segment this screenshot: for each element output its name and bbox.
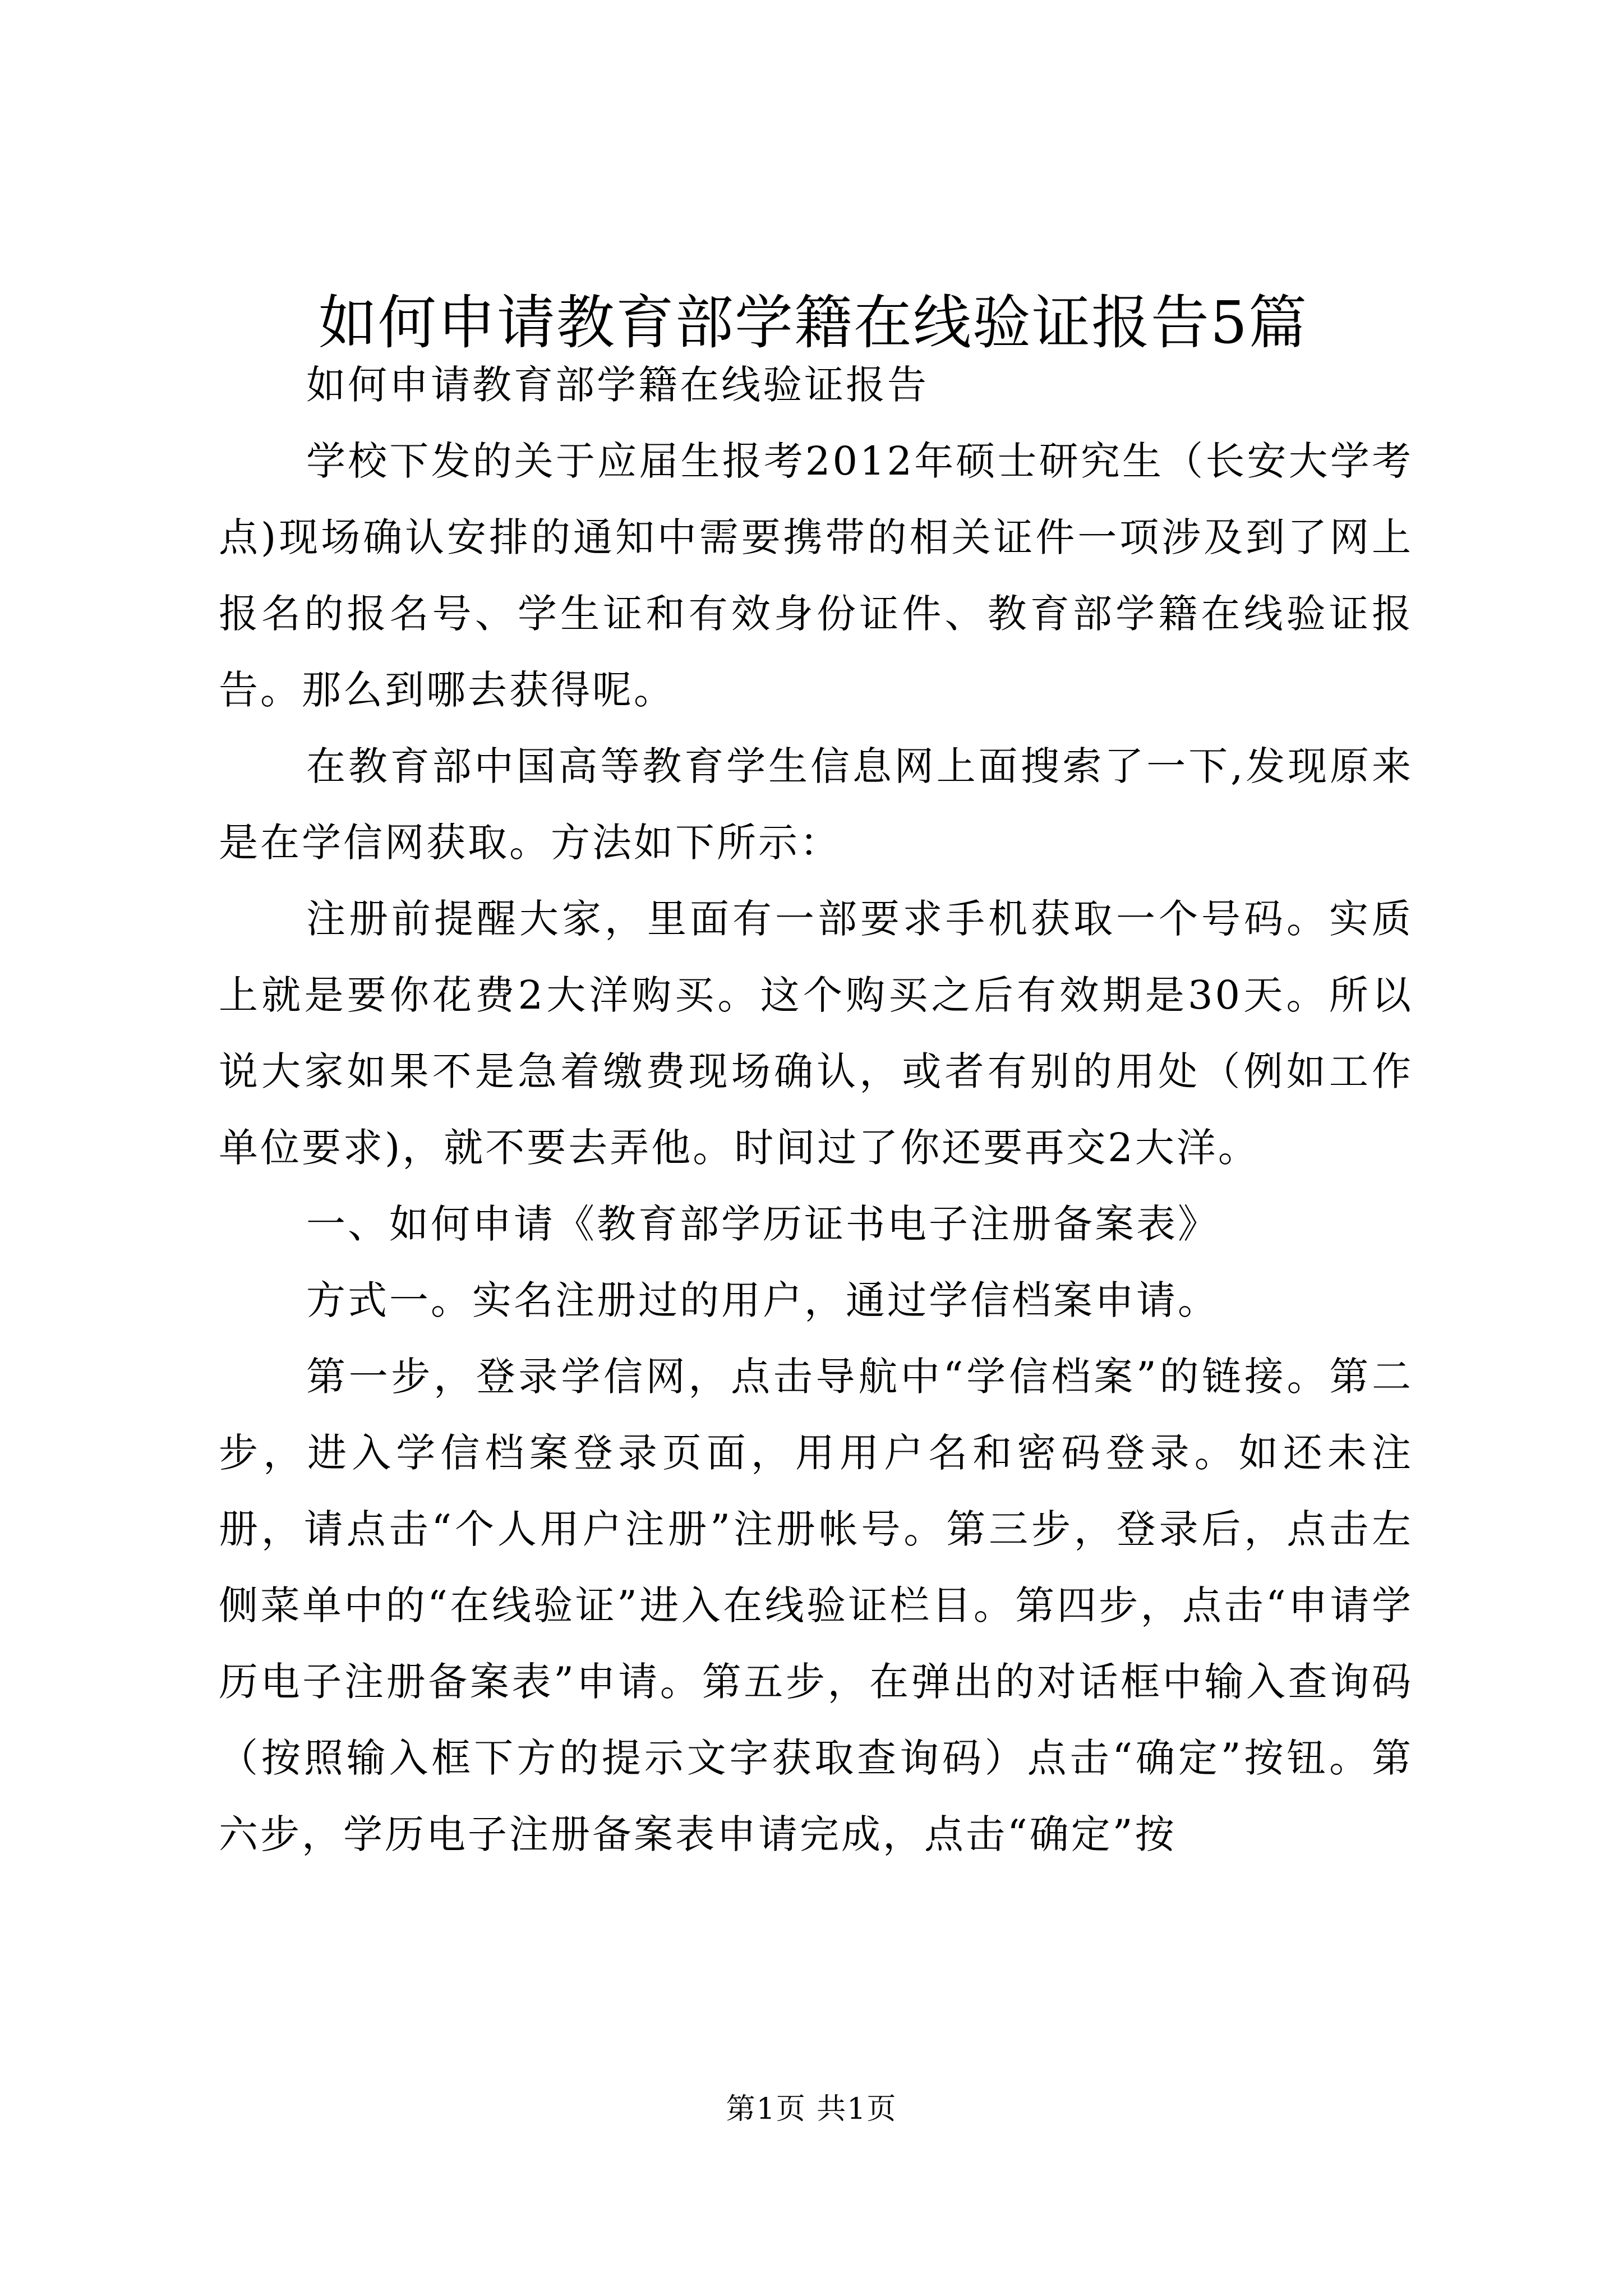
- document-body: [219, 347, 1413, 1872]
- method-one: 方式一。实名注册过的用户，通过学信档案申请。: [306, 1277, 1219, 1323]
- section-heading: 一、如何申请《教育部学历证书电子注册备案表》: [306, 1201, 1219, 1247]
- page-footer: 第1页 共1页: [726, 2092, 897, 2126]
- paragraph-subtitle: 如何申请教育部学籍在线验证报告: [306, 362, 929, 408]
- paragraph-reminder: 注册前提醒大家，里面有一部要求手机获取一个号码。实质上就是要你花费2大洋购买。这个购买之后有效期是30天。所以说大家如果不是急着缴费现场确认，或者有别的用处（例如工作单位要求)，就不要去弄他。时间过了你还要再交2大洋。: [219, 896, 1413, 1171]
- paragraph-steps: 第一步，登录学信网，点击导航中“学信档案”的链接。第二步，进入学信档案登录页面，用用户名和密码登录。如还未注册，请点击“个人用户注册”注册帐号。第三步，登录后，点击左侧菜单中的“在线验证”进入在线验证栏目。第四步，点击“申请学历电子注册备案表”申请。第五步，在弹出的对话框中输入查询码（按照输入框下方的提示文字获取查询码）点击“确定”按钮。第六步，学历电子注册备案表申请完成，点击“确定”按: [219, 1354, 1413, 1857]
- paragraph-source: 在教育部中国高等教育学生信息网上面搜索了一下,发现原来是在学信网获取。方法如下所示：: [219, 743, 1413, 866]
- document-title: 如何申请教育部学籍在线验证报告5篇: [318, 288, 1308, 357]
- paragraph-intro: 学校下发的关于应届生报考2012年硕士研究生（长安大学考点)现场确认安排的通知中需要携带的相关证件一项涉及到了网上报名的报名号、学生证和有效身份证件、教育部学籍在线验证报告。那么到哪去获得呢。: [219, 438, 1413, 713]
